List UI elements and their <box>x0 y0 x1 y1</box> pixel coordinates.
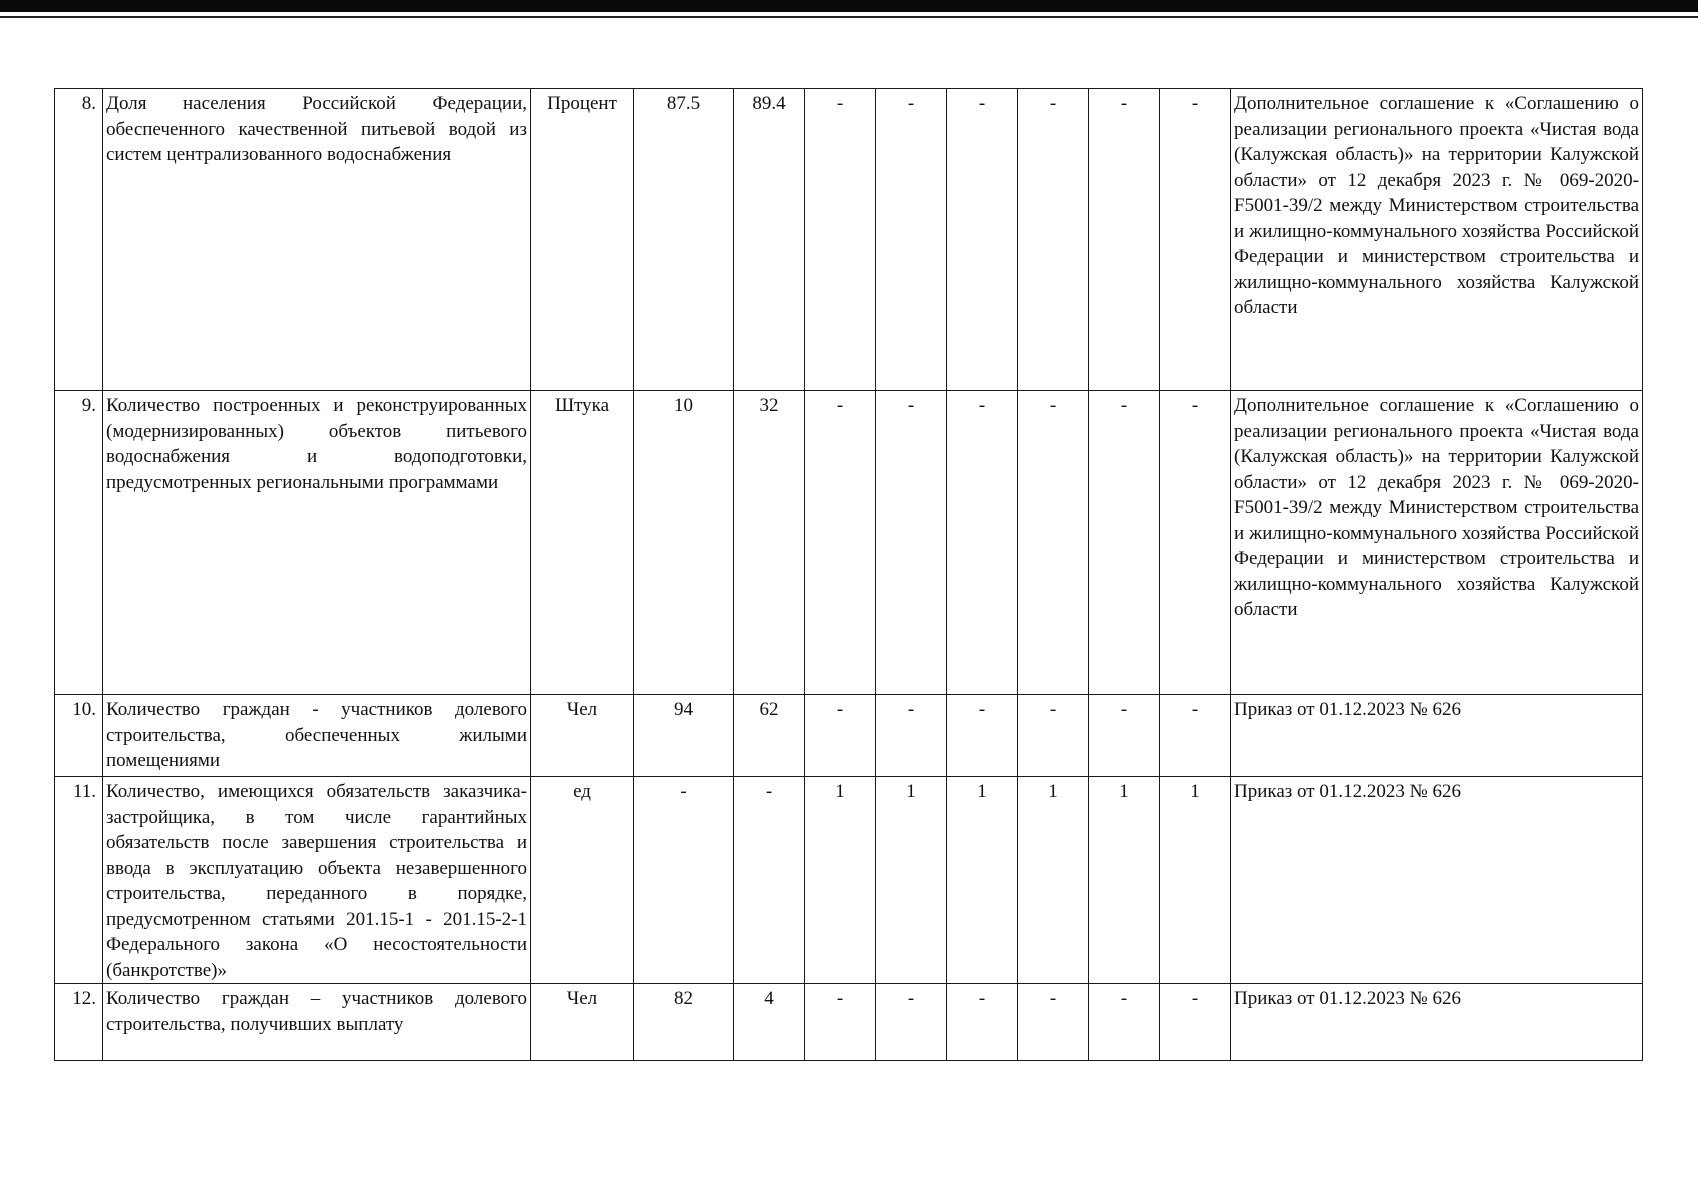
value-cell: - <box>1018 89 1089 391</box>
value-cell: - <box>947 391 1018 695</box>
value-cell: - <box>1160 984 1231 1061</box>
value-cell: - <box>805 391 876 695</box>
value-cell: - <box>876 695 947 777</box>
value-cell: - <box>805 695 876 777</box>
value-cell: - <box>1160 391 1231 695</box>
value-cell: - <box>947 984 1018 1061</box>
page-top-rule <box>0 16 1698 18</box>
page-top-border <box>0 0 1698 12</box>
unit-cell: Чел <box>531 984 634 1061</box>
value-cell: - <box>1160 89 1231 391</box>
indicators-table <box>54 88 1643 1061</box>
indicator-name: Количество граждан - участников долевого строительства, обеспеченных жилыми помещениями <box>103 695 531 777</box>
value-cell: - <box>734 777 805 984</box>
value-cell: 94 <box>634 695 734 777</box>
value-cell: 1 <box>1160 777 1231 984</box>
indicator-name: Количество, имеющихся обязательств заказчика-застройщика, в том числе гарантийных обязательств после завершения строительства и ввода в эксплуатацию объекта незавершенного строительства, переданного в порядке, предусмотренном статьями 201.15-1 - 201.15-2-1 Федерального закона «О несостоятельности (банкротстве)» <box>103 777 531 984</box>
row-number: 9. <box>55 391 103 695</box>
value-cell: - <box>1160 695 1231 777</box>
table-row <box>55 695 1643 777</box>
value-cell: 87.5 <box>634 89 734 391</box>
value-cell: - <box>876 391 947 695</box>
value-cell: - <box>947 695 1018 777</box>
value-cell: 1 <box>876 777 947 984</box>
value-cell: 82 <box>634 984 734 1061</box>
value-cell: 32 <box>734 391 805 695</box>
value-cell: - <box>876 984 947 1061</box>
value-cell: - <box>1018 984 1089 1061</box>
value-cell: - <box>1089 984 1160 1061</box>
value-cell: 4 <box>734 984 805 1061</box>
unit-cell: Чел <box>531 695 634 777</box>
unit-cell: ед <box>531 777 634 984</box>
value-cell: - <box>805 89 876 391</box>
value-cell: - <box>1089 89 1160 391</box>
value-cell: 1 <box>1018 777 1089 984</box>
source-document: Приказ от 01.12.2023 № 626 <box>1231 984 1643 1061</box>
source-document: Приказ от 01.12.2023 № 626 <box>1231 777 1643 984</box>
row-number: 8. <box>55 89 103 391</box>
value-cell: - <box>1089 695 1160 777</box>
value-cell: 1 <box>805 777 876 984</box>
value-cell: 1 <box>1089 777 1160 984</box>
value-cell: - <box>1018 391 1089 695</box>
value-cell: - <box>1089 391 1160 695</box>
source-document: Приказ от 01.12.2023 № 626 <box>1231 695 1643 777</box>
source-document: Дополнительное соглашение к «Соглашению о реализации регионального проекта «Чистая вода (Калужская область)» на территории Калужской области» от 12 декабря 2023 г. № 069-2020-F5001-39/2 между Министерством строительства и жилищно-коммунального хозяйства Российской Федерации и министерством строительства и жилищно-коммунального хозяйства Калужской области <box>1231 391 1643 695</box>
unit-cell: Процент <box>531 89 634 391</box>
value-cell: 89.4 <box>734 89 805 391</box>
value-cell: - <box>634 777 734 984</box>
unit-cell: Штука <box>531 391 634 695</box>
value-cell: 62 <box>734 695 805 777</box>
value-cell: - <box>1018 695 1089 777</box>
row-number: 12. <box>55 984 103 1061</box>
value-cell: - <box>805 984 876 1061</box>
value-cell: 1 <box>947 777 1018 984</box>
row-number: 10. <box>55 695 103 777</box>
indicator-name: Количество граждан – участников долевого строительства, получивших выплату <box>103 984 531 1061</box>
table-row <box>55 777 1643 984</box>
source-document: Дополнительное соглашение к «Соглашению о реализации регионального проекта «Чистая вода (Калужская область)» на территории Калужской области» от 12 декабря 2023 г. № 069-2020-F5001-39/2 между Министерством строительства и жилищно-коммунального хозяйства Российской Федерации и министерством строительства и жилищно-коммунального хозяйства Калужской области <box>1231 89 1643 391</box>
value-cell: - <box>876 89 947 391</box>
table-row <box>55 984 1643 1061</box>
table-row <box>55 391 1643 695</box>
row-number: 11. <box>55 777 103 984</box>
value-cell: - <box>947 89 1018 391</box>
table-row <box>55 89 1643 391</box>
value-cell: 10 <box>634 391 734 695</box>
indicator-name: Доля населения Российской Федерации, обеспеченного качественной питьевой водой из систем централизованного водоснабжения <box>103 89 531 391</box>
indicator-name: Количество построенных и реконструированных (модернизированных) объектов питьевого водоснабжения и водоподготовки, предусмотренных региональными программами <box>103 391 531 695</box>
